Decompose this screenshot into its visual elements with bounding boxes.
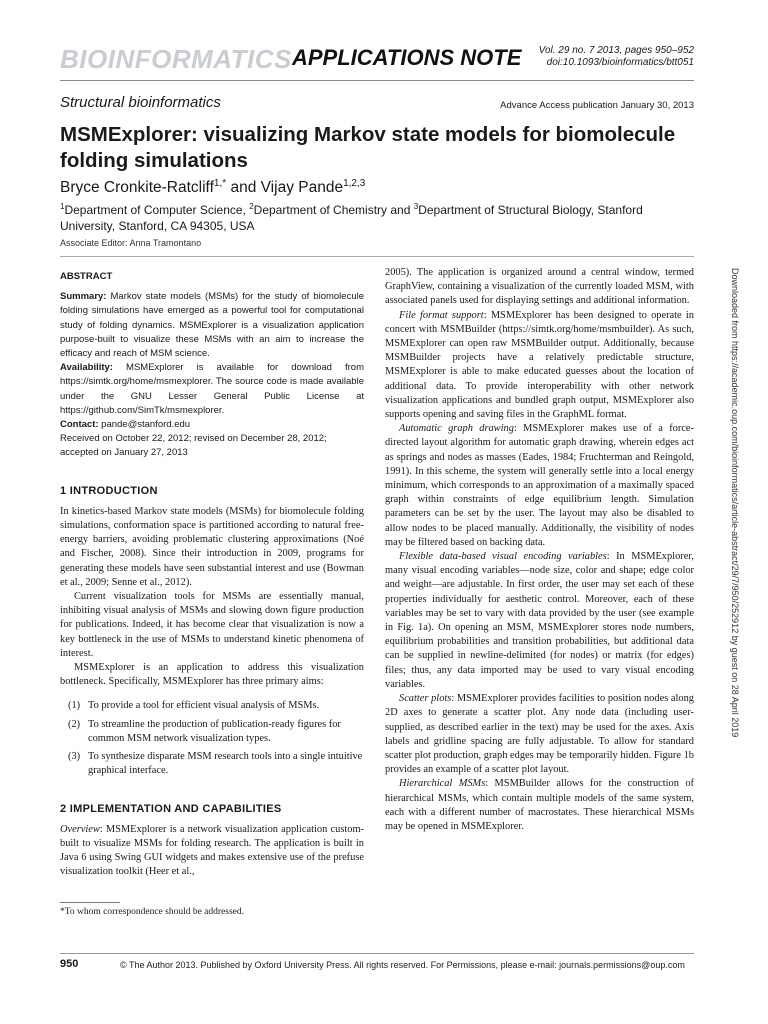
download-watermark bbox=[730, 268, 750, 758]
file-format-paragraph bbox=[385, 309, 694, 423]
visual-encoding-paragraph bbox=[385, 550, 694, 692]
author-list bbox=[60, 178, 365, 197]
affil-2: Department of Chemistry and bbox=[253, 203, 414, 217]
copyright-line: © The Author 2013. Published by Oxford University Press. All rights reserved. For Permissions, please e-mail: journals.permissions@oup.com bbox=[120, 960, 685, 970]
header-rule bbox=[60, 80, 694, 81]
abstract-contact bbox=[60, 418, 364, 432]
graph-drawing-paragraph bbox=[385, 422, 694, 550]
overview-paragraph bbox=[60, 823, 364, 880]
scatter-plots-text: : MSMExplorer provides facilities to position nodes along 2D axes to generate a scatter plot. Any node data (including user-supplied, as described earlier in the text) may be used for the axes. Axis labels and gridline spacing are fully adjustable. To allow for standard scatter plot production, graph edges may be temporarily hidden. Figure 1b provides an example of a scatter plot layout. bbox=[385, 693, 694, 776]
aim-text: To provide a tool for efficient visual analysis of MSMs. bbox=[88, 700, 320, 712]
hierarchical-msms-paragraph bbox=[385, 777, 694, 834]
journal-name: BIOINFORMATICS bbox=[60, 44, 292, 74]
affil-3: Department of Structural Biology, Stanford University, Stanford, CA 94305, USA bbox=[60, 203, 643, 233]
availability-label: Availability: bbox=[60, 362, 113, 374]
availability-text: MSMExplorer is available for download from https://simtk.org/home/msmexplorer. The source code is made available under the GNU Lesser General Public License at https://github.com/SimTk/msmexplorer. bbox=[60, 362, 364, 416]
right-column bbox=[385, 266, 694, 834]
contact-text: pande@stanford.edu bbox=[98, 419, 191, 431]
right-paragraph-0: 2005). The application is organized around a central window, termed GraphView, containing a visualization of the currently loaded MSM, with associated panels used for displaying settings and additional information. bbox=[385, 267, 694, 307]
affiliations bbox=[60, 199, 700, 234]
section-heading-implementation: 2 IMPLEMENTATION AND CAPABILITIES bbox=[60, 802, 282, 815]
author-conjunction: and bbox=[226, 179, 261, 197]
file-format-label: File format support bbox=[399, 309, 484, 321]
abstract-summary bbox=[60, 290, 364, 361]
aims-list bbox=[60, 699, 364, 778]
section-label: Structural bioinformatics bbox=[60, 94, 221, 111]
author-2: Vijay Pande bbox=[260, 179, 344, 197]
footnote: *To whom correspondence should be addressed. bbox=[60, 907, 245, 917]
graph-drawing-label: Automatic graph drawing bbox=[399, 423, 514, 435]
visual-encoding-text: : In MSMExplorer, many visual encoding variables—node size, color and shape; edge color and weight—are adjustable. In first order, the user may set each of these properties individually for aesthetic control. Moreover, each of these variables may be set to vary with data provided by the user (see example in Fig. 1a). On opening an MSM, MSMExplorer stores node numbers, equilibrium probabilities and transition probabilities, but additional data can be supplied in newline-delimited (for nodes) or matrix (for edges) files; thus, any data imported may be used to vary visual encoding variables. bbox=[385, 551, 694, 690]
section-heading-intro: 1 INTRODUCTION bbox=[60, 484, 158, 497]
contact-label: Contact: bbox=[60, 419, 99, 431]
affil-sup-2: 2 bbox=[249, 202, 254, 211]
overview-label: Overview bbox=[60, 823, 100, 835]
aim-text: To synthesize disparate MSM research tools into a single intuitive graphical interface. bbox=[88, 751, 363, 777]
scatter-plots-paragraph bbox=[385, 692, 694, 777]
aim-item bbox=[60, 750, 364, 778]
intro-paragraph-1: In kinetics-based Markov state models (MSMs) for biomolecule folding simulations, conformation space is partitioned according to natural free-energy barriers, avoiding problematic clustering approximations (Noé and Fischer, 2008). Since their introduction in 2009, programs for generating these models have seen substantial interest and use (Bowman et al., 2009; Senne et al., 2012). bbox=[60, 505, 364, 588]
doi-line: doi:10.1093/bioinformatics/btt051 bbox=[546, 57, 694, 68]
received-dates: Received on October 22, 2012; revised on December 28, 2012; accepted on January 27, 2013 bbox=[60, 433, 327, 459]
associate-editor: Associate Editor: Anna Tramontano bbox=[60, 238, 202, 248]
volume-line: Vol. 29 no. 7 2013, pages 950–952 bbox=[538, 45, 694, 56]
affil-sup-1: 1 bbox=[60, 202, 65, 211]
aim-item bbox=[60, 718, 364, 746]
aim-number: (1) bbox=[68, 700, 81, 712]
aim-item bbox=[60, 699, 364, 713]
paper-title: MSMExplorer: visualizing Markov state models for biomolecule folding simulations bbox=[60, 123, 676, 172]
file-format-text: : MSMExplorer has been designed to operate in concert with MSMBuilder (https://simtk.org/home/msmbuilder). As such, MSMExplorer can open raw MSMBuilder output. Additionally, because MSMBuilder projects have a relatively predictable structure, MSMExplorer is able to make educated guesses about the location of additional data. To provide interoperability with other network visualization applications and bundled graph output, MSMExplorer also supports opening and saving files in the GraphML format. bbox=[385, 309, 694, 421]
page-number: 950 bbox=[60, 958, 79, 970]
advance-access: Advance Access publication January 30, 2013 bbox=[500, 100, 694, 111]
intro-paragraph-3: MSMExplorer is an application to address this visualization bottleneck. Specifically, MSMExplorer has three primary aims: bbox=[60, 662, 364, 688]
abstract-availability bbox=[60, 361, 364, 418]
title-rule bbox=[60, 256, 694, 257]
visual-encoding-label: Flexible data-based visual encoding variables bbox=[399, 551, 607, 563]
aim-number: (2) bbox=[68, 718, 81, 730]
affil-sup-3: 3 bbox=[413, 202, 419, 211]
aim-text: To streamline the production of publication-ready figures for common MSM network visualization types. bbox=[88, 718, 341, 744]
author-1: Bryce Cronkite-Ratcliff bbox=[60, 179, 214, 197]
download-watermark-text: Downloaded from https://academic.oup.com/bioinformatics/article-abstract/29/7/950/252912 by guest on 28 April 2019 bbox=[730, 268, 740, 738]
author-2-sup: 1,2,3 bbox=[343, 178, 366, 189]
affil-1: Department of Computer Science, bbox=[64, 203, 250, 217]
footer-rule bbox=[60, 953, 694, 954]
abstract-heading: ABSTRACT bbox=[60, 271, 113, 282]
graph-drawing-text: : MSMExplorer makes use of a force-directed layout algorithm for automatic graph drawing, wherein edges act as springs and nodes as masses (Eades, 1984; Fruchterman and Reingold, 1991). In this scheme, the system will generally settle into a local energy minimum, which corresponds to an approximation of a maximally spaced graph within constraints of edge equilibrium length. Simulation parameters can be set by the user. The layout may also be disabled to allow nodes to be placed manually. Additionally, the visibility of nodes may be filtered based on backing data. bbox=[385, 423, 695, 548]
left-column bbox=[60, 270, 364, 880]
hierarchical-msms-text: : MSMBuilder allows for the construction of hierarchical MSMs, which contain multiple models of the same system, each with a different number of macrostates. These hierarchical MSMs may be opened in MSMExplorer. bbox=[385, 778, 694, 832]
summary-label: Summary: bbox=[60, 291, 107, 303]
volume-info bbox=[534, 45, 694, 69]
overview-text: : MSMExplorer is a network visualization application custom-built to visualize MSMs for folding research. The application is built in Java 6 using Swing GUI widgets and makes extensive use of the prefuse visualization toolkit (Heer et al., bbox=[60, 823, 364, 878]
intro-paragraph-2: Current visualization tools for MSMs are essentially manual, inhibiting visual analysis of MSMs and slowing down figure production for publications. Indeed, it has become clear that visualization is now a key bottleneck in the use of MSMs to understand kinetic phenomena of interest. bbox=[60, 591, 364, 659]
summary-text: Markov state models (MSMs) for the study of biomolecule folding simulations have emerged as a powerful tool for computational study of folding dynamics. MSMExplorer is a visualization application purpose-built to visualize these MSMs with an aim to increase the efficacy and reach of MSM science. bbox=[60, 291, 364, 360]
scatter-plots-label: Scatter plots bbox=[399, 693, 452, 705]
aim-number: (3) bbox=[68, 751, 81, 763]
footnote-rule bbox=[60, 902, 120, 903]
hierarchical-msms-label: Hierarchical MSMs bbox=[399, 778, 486, 790]
author-1-sup: 1,* bbox=[213, 178, 227, 189]
article-type: APPLICATIONS NOTE bbox=[292, 45, 522, 70]
